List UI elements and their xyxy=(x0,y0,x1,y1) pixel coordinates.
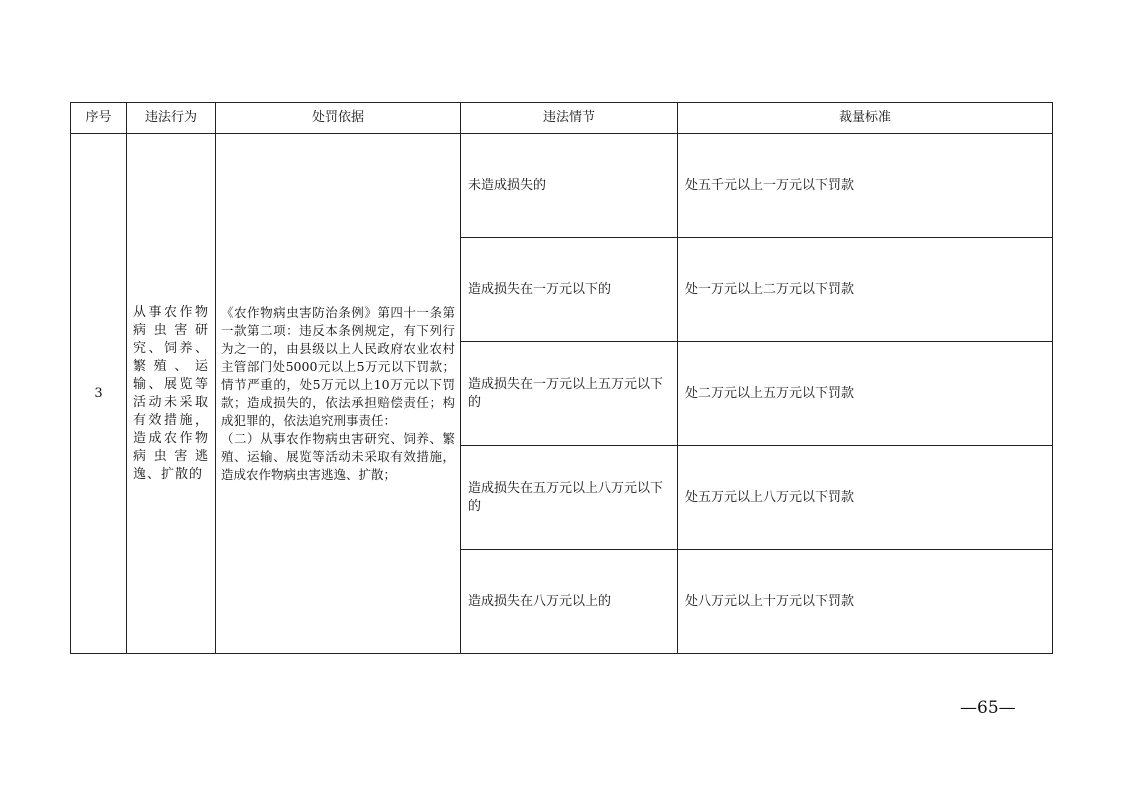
cell-circumstance: 未造成损失的 xyxy=(461,134,678,238)
cell-standard: 处五万元以上八万元以下罚款 xyxy=(678,446,1053,550)
header-circumstance: 违法情节 xyxy=(461,103,678,134)
cell-circumstance: 造成损失在八万元以上的 xyxy=(461,550,678,654)
table-header-row xyxy=(71,103,1053,134)
cell-standard: 处一万元以上二万元以下罚款 xyxy=(678,238,1053,342)
header-violation: 违法行为 xyxy=(127,103,216,134)
penalty-discretion-table xyxy=(70,102,1053,654)
cell-circumstance: 造成损失在一万元以下的 xyxy=(461,238,678,342)
header-discretion-standard: 裁量标准 xyxy=(678,103,1053,134)
cell-penalty-basis xyxy=(216,134,461,654)
header-penalty-basis: 处罚依据 xyxy=(216,103,461,134)
basis-paragraph-item: （二）从事农作物病虫害研究、饲养、繁殖、运输、展览等活动未采取有效措施，造成农作物病虫害逃逸、扩散； xyxy=(221,430,455,482)
cell-standard: 处二万元以上五万元以下罚款 xyxy=(678,342,1053,446)
cell-circumstance: 造成损失在五万元以上八万元以下的 xyxy=(461,446,678,550)
cell-standard: 处八万元以上十万元以下罚款 xyxy=(678,550,1053,654)
page-number: —65— xyxy=(960,698,1016,718)
cell-circumstance: 造成损失在一万元以上五万元以下的 xyxy=(461,342,678,446)
cell-serial-number: 3 xyxy=(71,134,127,654)
cell-standard: 处五千元以上一万元以下罚款 xyxy=(678,134,1053,238)
basis-paragraph-main: 《农作物病虫害防治条例》第四十一条第一款第二项：违反本条例规定，有下列行为之一的，由县级以上人民政府农业农村主管部门处5000元以上5万元以下罚款；情节严重的，处5万元以上10万元以下罚款；造成损失的，依法承担赔偿责任；构成犯罪的，依法追究刑事责任： xyxy=(221,304,455,428)
header-serial-number: 序号 xyxy=(71,103,127,134)
table-row xyxy=(71,134,1053,238)
cell-violation: 从事农作物病虫害研究、饲养、繁殖、运输、展览等活动未采取有效措施，造成农作物病虫害逃逸、扩散的 xyxy=(127,134,216,654)
